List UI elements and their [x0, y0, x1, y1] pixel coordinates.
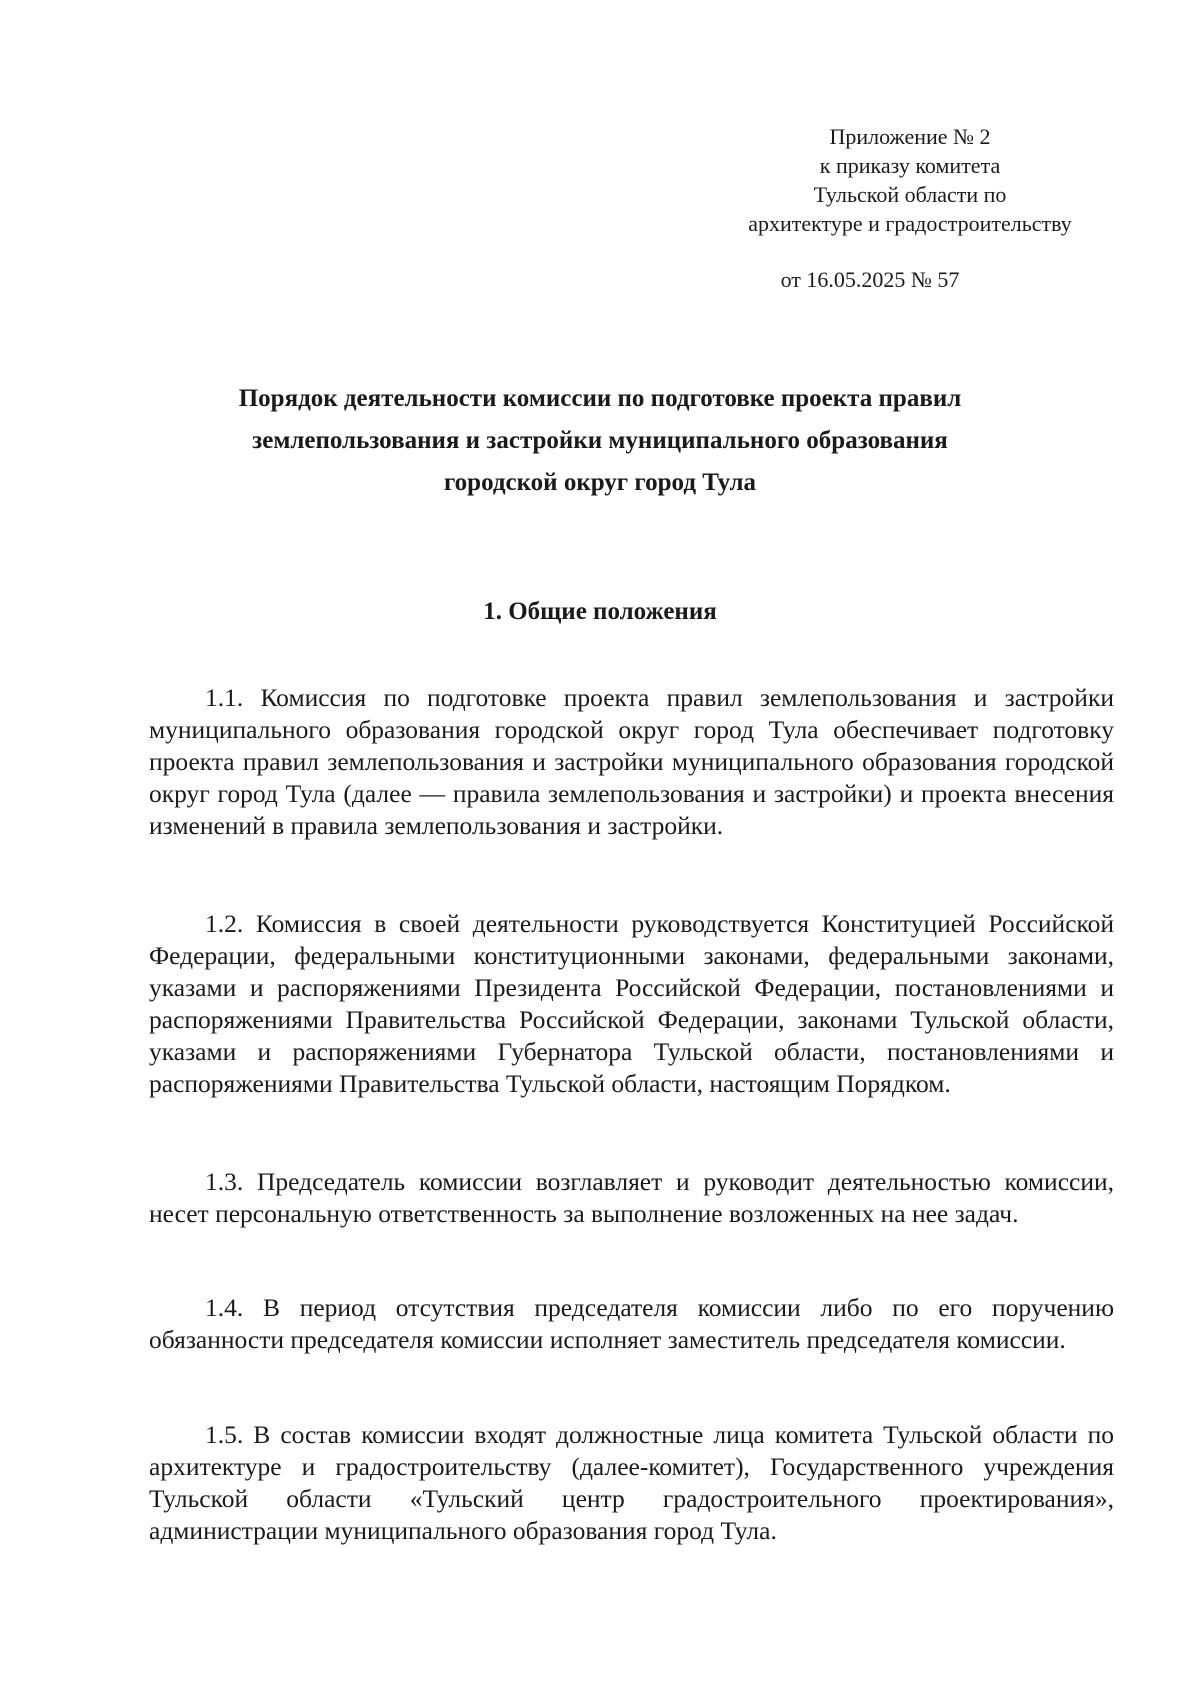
- document-title: [150, 378, 1050, 504]
- paragraph-1-3: 1.3. Председатель комиссии возглавляет и руководит деятельностью комиссии, несет персональную ответственность за выполнение возложенных на нее задач.: [149, 1166, 1114, 1228]
- appendix-line: Приложение № 2: [829, 124, 991, 149]
- paragraph-1-4: 1.4. В период отсутствия председателя комиссии либо по его поручению обязанности председателя комиссии исполняет заместитель председателя комиссии.: [149, 1292, 1114, 1354]
- title-line: Порядок деятельности комиссии по подготовке проекта правил: [238, 385, 962, 412]
- section-heading: 1. Общие положения: [483, 598, 717, 625]
- title-line: городской округ город Тула: [443, 469, 757, 496]
- appendix-line: к приказу комитета: [819, 153, 1001, 178]
- paragraph-1-2: 1.2. Комиссия в своей деятельности руководствуется Конституцией Российской Федерации, федеральными конституционными законами, федеральными законами, указами и распоряжениями Президента Российской Федерации, постановлениями и распоряжениями Правительства Российской Федерации, законами Тульской области, указами и распоряжениями Губернатора Тульской области, постановлениями и распоряжениями Правительства Тульской области, настоящим Порядком.: [149, 908, 1114, 1098]
- appendix-line: Тульской области по: [813, 182, 1007, 207]
- appendix-line: архитектуре и градостроительству: [748, 211, 1072, 236]
- appendix-block: [700, 122, 1120, 238]
- paragraph-1-1: 1.1. Комиссия по подготовке проекта правил землепользования и застройки муниципального образования городской округ город Тула обеспечивает подготовку проекта правил землепользования и застройки муниципального образования городской округ город Тула (далее — правила землепользования и застройки) и проекта внесения изменений в правила землепользования и застройки.: [149, 682, 1114, 840]
- title-line: землепользования и застройки муниципального образования: [252, 427, 948, 454]
- order-reference: от 16.05.2025 № 57: [780, 267, 960, 292]
- paragraph-1-5: 1.5. В состав комиссии входят должностные лица комитета Тульской области по архитектуре и градостроительству (далее-комитет), Государственного учреждения Тульской области «Тульский центр градостроительного проектирования», администрации муниципального образования город Тула.: [149, 1419, 1114, 1545]
